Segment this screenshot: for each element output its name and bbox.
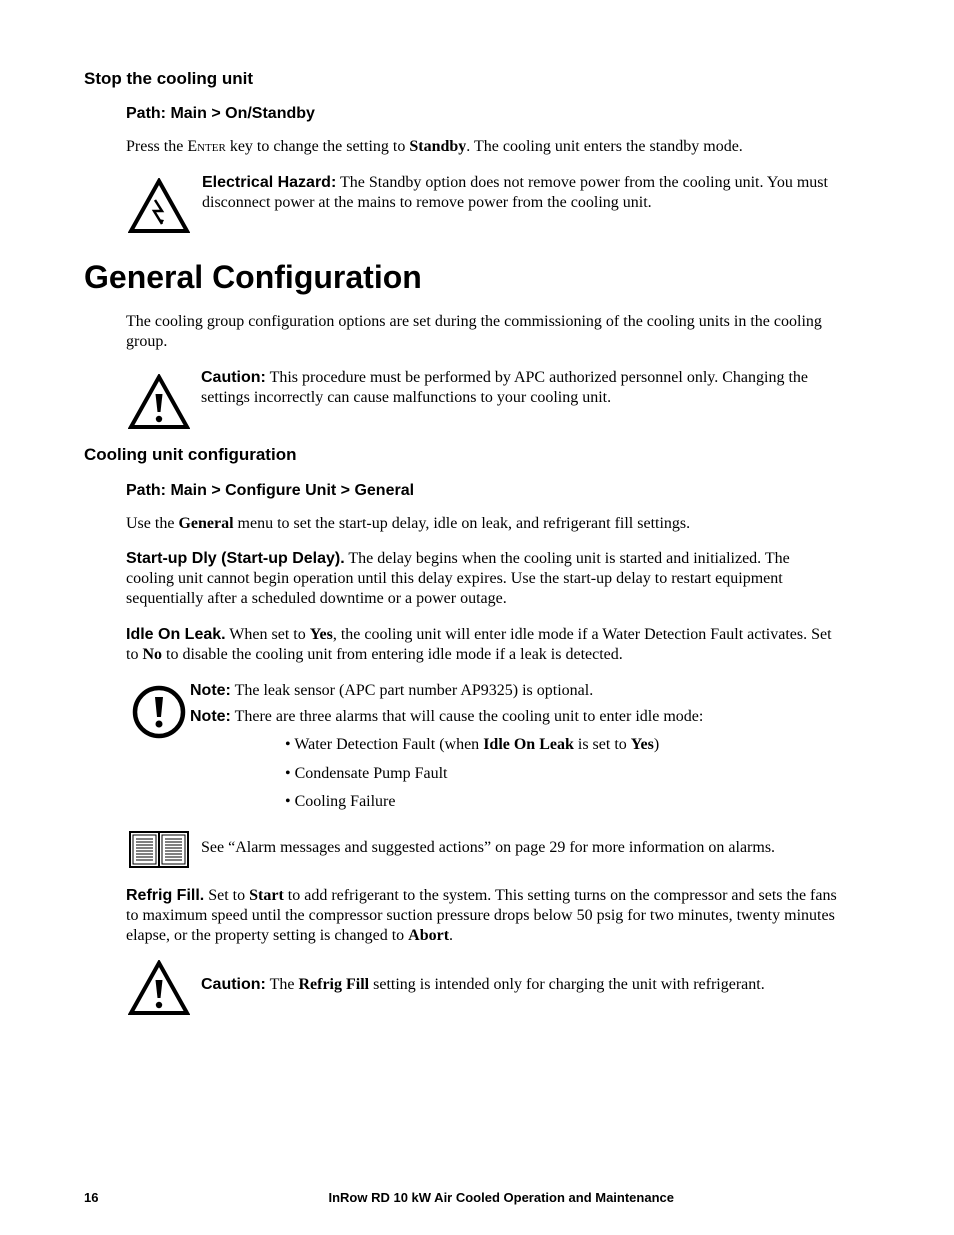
caution-icon (128, 374, 190, 430)
refrig-fill-caution: Caution: The Refrig Fill setting is intended only for charging the unit with refrigerant. (201, 976, 765, 993)
caution-icon (128, 960, 190, 1016)
electrical-hazard-note: Electrical Hazard: The Standby option does not remove power from the cooling unit. You must disconnect power at the mains to remove power from the cooling unit. (202, 174, 828, 211)
section-heading-stop: Stop the cooling unit (84, 69, 254, 88)
page-title: General Configuration (84, 259, 422, 295)
idle-on-leak-paragraph: Idle On Leak. When set to Yes, the cooling unit will enter idle mode if a Water Detection Fault activates. Set to No to disable the cooling unit from entering idle mode if a leak is detected. (126, 626, 832, 663)
alarm-reference-link[interactable]: See “Alarm messages and suggested actions” on page 29 for more information on alarms. (201, 839, 776, 856)
list-item: • Water Detection Fault (when Idle On Leak is set to Yes) (285, 736, 660, 753)
refrig-fill-paragraph: Refrig Fill. Set to Start to add refrigerant to the system. This setting turns on the compressor and sets the fans to maximum speed until the compressor suction pressure drops below 50 psig for two minutes, twenty minutes elapse, or the property setting is changed to Abort. (126, 887, 837, 944)
note-leak-sensor: Note: The leak sensor (APC part number AP9325) is optional. (190, 682, 594, 699)
note-three-alarms: Note: There are three alarms that will cause the cooling unit to enter idle mode: (190, 708, 704, 725)
page-number: 16 (84, 1190, 99, 1205)
path-on-standby: Path: Main > On/Standby (126, 105, 315, 122)
list-item: • Condensate Pump Fault (285, 765, 448, 782)
startup-delay-paragraph: Start-up Dly (Start-up Delay). The delay begins when the cooling unit is started and initialized. The cooling unit cannot begin operation until this delay expires. Use the start-up delay to restart equipment sequentially after a scheduled downtime or a power outage. (126, 550, 790, 607)
enter-key: Enter (187, 138, 226, 155)
standby-paragraph: Press the Enter key to change the setting to Standby. The cooling unit enters the standby mode. (126, 138, 743, 155)
electrical-hazard-icon (128, 178, 190, 234)
book-reference-icon (128, 829, 190, 869)
caution-note: Caution: This procedure must be performed by APC authorized personnel only. Changing the settings incorrectly can cause malfunctions to your cooling unit. (201, 369, 808, 406)
section-heading-cooling-unit-configuration: Cooling unit configuration (84, 445, 297, 464)
general-menu-paragraph: Use the General menu to set the start-up delay, idle on leak, and refrigerant fill settings. (126, 515, 691, 532)
document-title-footer: InRow RD 10 kW Air Cooled Operation and Maintenance (328, 1190, 674, 1205)
note-exclamation-icon (131, 684, 187, 740)
list-item: • Cooling Failure (285, 793, 396, 810)
path-configure-unit-general: Path: Main > Configure Unit > General (126, 482, 415, 499)
intro-paragraph: The cooling group configuration options are set during the commissioning of the cooling units in the cooling group. (126, 313, 822, 350)
